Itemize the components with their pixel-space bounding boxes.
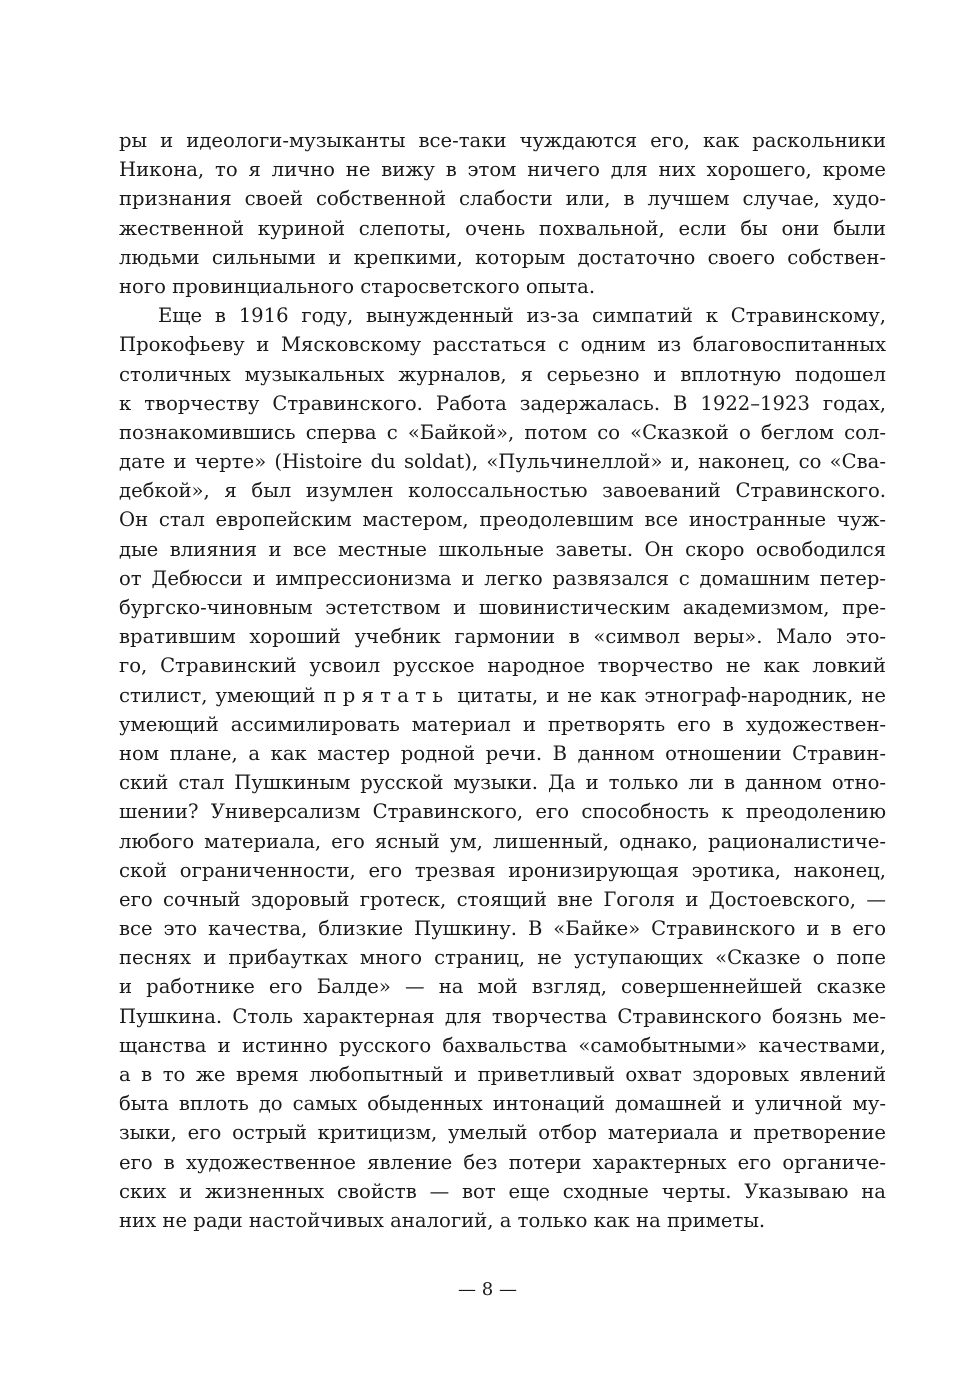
line-segment: стилист, умеющий (119, 683, 324, 707)
text-line: ном плане, а как мастер родной речи. В данном отношении Стравин- (119, 741, 886, 765)
text-line: ских и жизненных свойств — вот еще сходные черты. Указываю на (119, 1179, 886, 1203)
text-line: его сочный здоровый гротеск, стоящий вне Гоголя и Достоевского, — (119, 887, 886, 911)
text-line: ской ограниченности, его трезвая иронизирующая эротика, наконец, (119, 858, 886, 882)
text-line: дате и черте» (Histoire du soldat), «Пульчинеллой» и, наконец, со «Сва- (119, 450, 886, 474)
text-line: песнях и прибаутках много страниц, не уступающих «Сказке о попе (119, 946, 886, 970)
text-line: Еще в 1916 году, вынужденный из-за симпатий к Стравинскому, (158, 304, 886, 328)
text-line: все это качества, близкие Пушкину. В «Байке» Стравинского и в его (119, 917, 886, 941)
text-line: признания своей собственной слабости или, в лучшем случае, худо- (119, 187, 886, 211)
text-line: зыки, его острый критицизм, умелый отбор материала и претворение (119, 1121, 886, 1145)
text-line: Он стал европейским мастером, преодолевшим все иностранные чуж- (119, 508, 886, 532)
text-line: Пушкина. Столь характерная для творчества Стравинского боязнь ме- (119, 1004, 886, 1028)
spaced-emphasis: прятать (323, 683, 450, 707)
text-line: вратившим хороший учебник гармонии в «символ веры». Мало это- (119, 625, 886, 649)
text-line: и работнике его Балде» — на мой взгляд, совершеннейшей сказке (119, 975, 886, 999)
text-line: Никона, то я лично не вижу в этом ничего для них хорошего, кроме (119, 158, 886, 182)
text-line: щанства и истинно русского бахвальства «самобытными» качествами, (119, 1033, 886, 1057)
text-line: столичных музыкальных журналов, я серьезно и вплотную подошел (119, 362, 886, 386)
text-line: быта вплоть до самых обыденных интонаций домашней и уличной му- (119, 1092, 886, 1116)
text-line-emphasis (119, 681, 886, 710)
line-segment: цитаты, и не как этнограф-народник, не (449, 683, 887, 707)
text-line: от Дебюсси и импрессионизма и легко развязался с домашним петер- (119, 566, 886, 590)
page-number: — 8 — (458, 1279, 517, 1300)
text-line: ного провинциального старосветского опыта. (119, 274, 596, 298)
text-line: ры и идеологи-музыканты все-таки чуждаются его, как раскольники (119, 129, 886, 152)
text-line: познакомившись сперва с «Байкой», потом со «Сказкой о беглом сол- (119, 420, 886, 444)
text-line: а в то же время любопытный и приветливый охват здоровых явлений (119, 1063, 886, 1086)
text-line: его в художественное явление без потери характерных его органиче- (119, 1150, 886, 1174)
text-line: жественной куриной слепоты, очень похвальной, если бы они были (119, 216, 886, 240)
text-line: ский стал Пушкиным русской музыки. Да и только ли в данном отно- (119, 771, 886, 795)
text-line: бургско-чиновным эстетством и шовинистическим академизмом, пре- (119, 596, 886, 619)
text-line: го, Стравинский усвоил русское народное творчество не как ловкий (119, 654, 886, 678)
body-text (119, 126, 886, 1235)
text-line: к творчеству Стравинского. Работа задержалась. В 1922–1923 годах, (119, 391, 886, 415)
text-line: Прокофьеву и Мясковскому расстаться с одним из благовоспитанных (119, 333, 886, 357)
text-line: людьми сильными и крепкими, которым достаточно своего собствен- (119, 245, 886, 269)
text-line: дебкой», я был изумлен колоссальностью завоеваний Стравинского. (119, 479, 886, 503)
text-line: умеющий ассимилировать материал и претворять его в художествен- (119, 712, 886, 736)
text-line: любого материала, его ясный ум, лишенный, однако, рационалистиче- (119, 829, 886, 853)
text-line: них не ради настойчивых аналогий, а только как на приметы. (119, 1208, 766, 1232)
text-line: шении? Универсализм Стравинского, его способность к преодолению (119, 800, 886, 824)
text-line: дые влияния и все местные школьные заветы. Он скоро освободился (119, 537, 886, 561)
